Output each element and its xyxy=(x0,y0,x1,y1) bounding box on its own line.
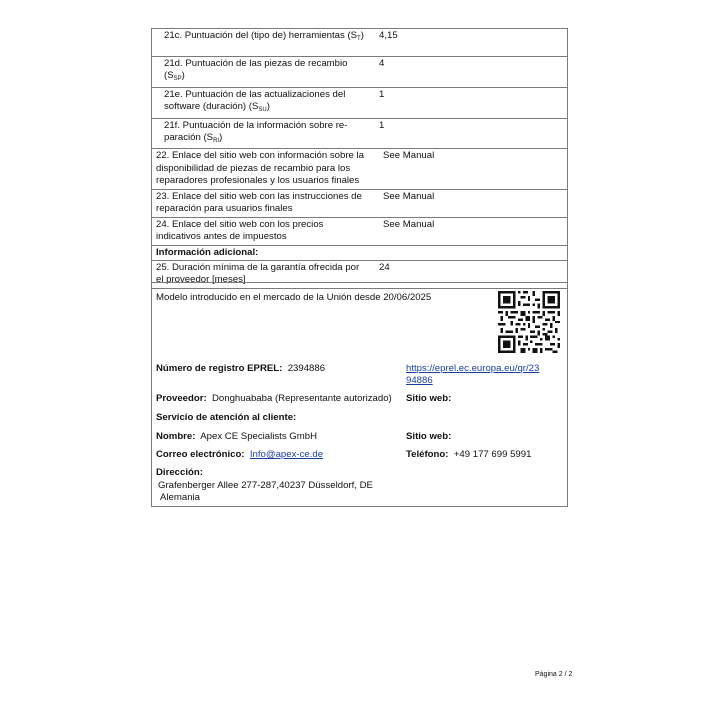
table-row xyxy=(152,245,568,260)
row-label: 21c. Puntuación del (tipo de) herramientas $(S_T)$ xyxy=(152,29,370,57)
table-row xyxy=(152,189,568,217)
phone: Teléfono: +49 177 699 5991 xyxy=(406,449,532,460)
table-row xyxy=(152,29,568,57)
table-row xyxy=(152,87,568,118)
row-label: 24. Enlace del sitio web con los precios indicativos antes de impuestos xyxy=(152,217,370,245)
row-label: 21f. Puntuación de la información sobre re-paración $(S_{RI})$ xyxy=(152,118,370,149)
email: Correo electrónico: Info@apex-ce.de xyxy=(156,449,324,460)
row-label: 21e. Puntuación de las actualizaciones del software (duración) $(S_{SU})$ xyxy=(152,87,370,118)
qr-code-icon[interactable] xyxy=(498,291,560,353)
address-label: Dirección: xyxy=(156,467,203,478)
row-label: 22. Enlace del sitio web con información sobre la disponibilidad de piezas de recambio para los reparadores profesionales y los usuarios finales xyxy=(152,149,370,189)
row-label: 25. Duración mínima de la garantía ofrecida por el proveedor [meses] xyxy=(152,261,370,289)
table-row xyxy=(152,149,568,189)
row-value: See Manual xyxy=(369,217,568,245)
row-value: 1 xyxy=(369,87,568,118)
email-link[interactable]: Info@apex-ce.de xyxy=(249,449,324,460)
row-value: See Manual xyxy=(369,189,568,217)
row-value: 4 xyxy=(369,57,568,88)
row-label: 21d. Puntuación de las piezas de recambio $(S_{SP})$ xyxy=(152,57,370,88)
supplier: Proveedor: Donghuababa (Representante autorizado) xyxy=(156,393,392,404)
eprel-info-box xyxy=(151,282,568,507)
website-label-2: Sitio web: xyxy=(406,431,452,442)
table-row xyxy=(152,217,568,245)
row-label: 23. Enlace del sitio web con las instrucciones de reparación para usuarios finales xyxy=(152,189,370,217)
address-line-2: Alemania xyxy=(160,492,200,503)
page-number: Página 2 / 2 xyxy=(535,671,573,678)
row-value: 24 xyxy=(369,261,568,289)
eprel-link[interactable]: https://eprel.ec.europa.eu/qr/23 94886 xyxy=(406,363,540,387)
row-value: See Manual xyxy=(369,149,568,189)
reg-number: Número de registro EPREL: 2394886 xyxy=(156,363,326,374)
section-heading: Información adicional: xyxy=(152,245,568,260)
customer-service-label: Servicio de atención al cliente: xyxy=(156,412,297,423)
website-label: Sitio web: xyxy=(406,393,452,404)
contact-name: Nombre: Apex CE Specialists GmbH xyxy=(156,431,318,442)
row-value: 4,15 xyxy=(369,29,568,57)
model-intro-text: Modelo introducido en el mercado de la Unión desde 20/06/2025 xyxy=(156,292,432,303)
repairability-table xyxy=(151,28,568,289)
address-line-1: Grafenberger Allee 277-287,40237 Düsseldorf, DE xyxy=(158,480,373,491)
table-row xyxy=(152,118,568,149)
row-value: 1 xyxy=(369,118,568,149)
table-row xyxy=(152,57,568,88)
